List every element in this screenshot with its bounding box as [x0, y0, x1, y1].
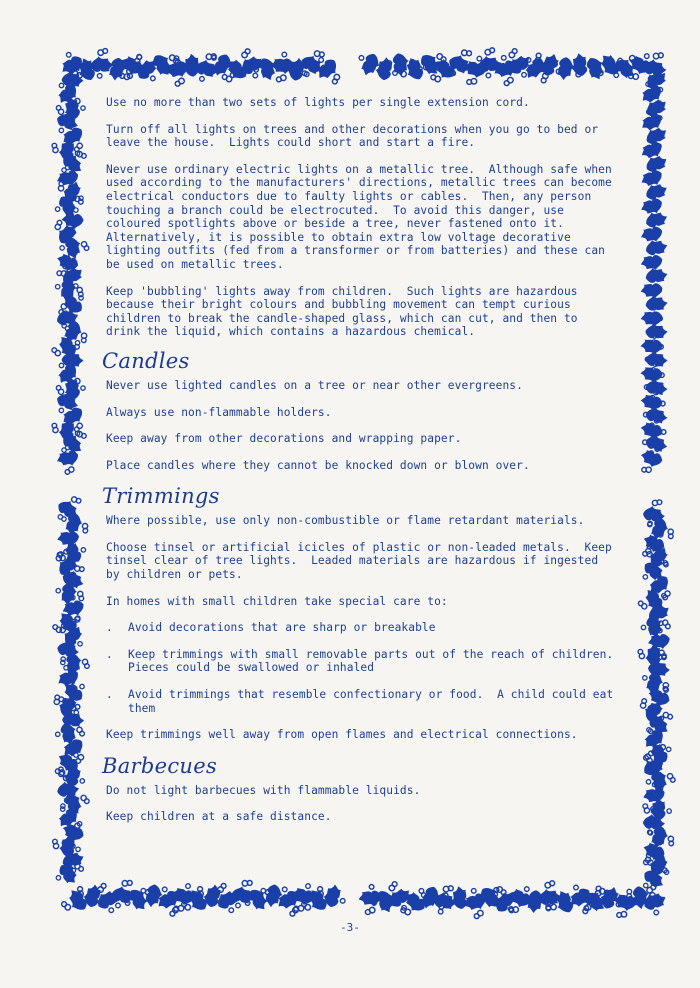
- candles-item-4: Place candles where they cannot be knocked down or blown over.: [106, 458, 530, 472]
- trimmings-paragraph-2: Choose tinsel or artificial icicles of plastic or non-leaded metals. Keep tinsel clear of tree lights. Leaded materials are hazardous if ingested by children or pets.: [106, 540, 612, 582]
- bullet-mark: .: [106, 688, 113, 702]
- trimmings-paragraph-4: Keep trimmings well away from open flames and electrical connections.: [106, 728, 578, 742]
- heading-barbecues: Barbecues: [102, 753, 218, 778]
- barbecues-item-1: Do not light barbecues with flammable liquids.: [106, 783, 421, 797]
- trimmings-bullet-2: [106, 648, 622, 675]
- candles-item-3: Keep away from other decorations and wrapping paper.: [106, 432, 462, 446]
- intro-paragraph-2: Turn off all lights on trees and other decorations when you go to bed or leave the house. Lights could short and start a fire.: [106, 122, 599, 150]
- trimmings-bullet-1: [106, 621, 622, 635]
- heading-trimmings: Trimmings: [102, 484, 220, 509]
- bullet-mark: .: [106, 621, 113, 635]
- barbecues-item-2: Keep children at a safe distance.: [106, 810, 332, 824]
- page-content: [102, 96, 622, 837]
- bullet-text: Keep trimmings with small removable parts out of the reach of children. Pieces could be swallowed or inhaled: [128, 647, 614, 675]
- candles-item-1: Never use lighted candles on a tree or near other evergreens.: [106, 378, 523, 392]
- trimmings-paragraph-3: In homes with small children take special care to:: [106, 594, 448, 608]
- intro-paragraph-4: Keep 'bubbling' lights away from children. Such lights are hazardous because their bright colours and bubbling movement can tempt curious children to break the candle-shaped glass, which can cut, and then to drink the liquid, which contains a hazardous chemical.: [106, 284, 578, 339]
- intro-paragraph-3: Never use ordinary electric lights on a metallic tree. Although safe when used according to the manufacturers' directions, metallic trees can become electrical conductors due to faulty lights or cables. Then, any person touching a branch could be electrocuted. To avoid this danger, use coloured spotlights above or beside a tree, never fastened onto it. Alternatively, it is possible to obtain extra low voltage decorative lighting outfits (fed from a transformer or from batteries) and these can be used on metallic trees.: [106, 162, 612, 271]
- trimmings-paragraph-1: Where possible, use only non-combustible or flame retardant materials.: [106, 514, 585, 528]
- trimmings-bullet-3: [106, 688, 622, 715]
- bullet-text: Avoid trimmings that resemble confectionary or food. A child could eat them: [128, 688, 614, 715]
- candles-item-2: Always use non-flammable holders.: [106, 405, 332, 419]
- page-number: -3-: [340, 921, 360, 934]
- bullet-text: Avoid decorations that are sharp or breakable: [128, 621, 436, 635]
- heading-candles: Candles: [102, 348, 190, 373]
- intro-paragraph-1: Use no more than two sets of lights per single extension cord.: [106, 96, 530, 109]
- bullet-mark: .: [106, 647, 113, 661]
